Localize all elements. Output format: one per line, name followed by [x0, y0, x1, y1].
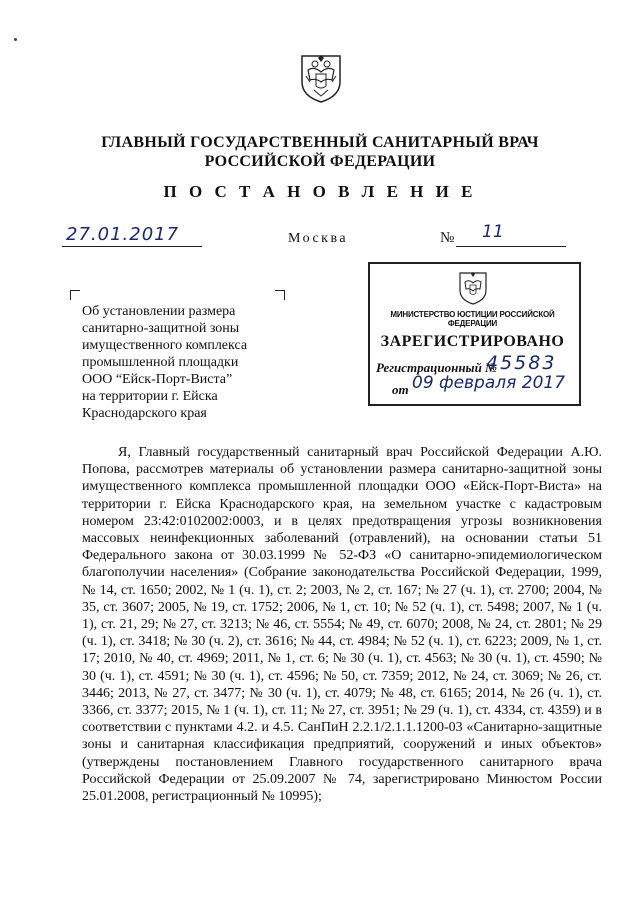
subject-line: промышленной площадки — [82, 355, 239, 370]
subject-corner-right — [275, 290, 285, 300]
coat-of-arms-emblem — [296, 52, 346, 104]
stamp-reg-number: 45583 — [486, 352, 557, 374]
subject-corner-left — [70, 290, 80, 300]
issuer-title-line1: ГЛАВНЫЙ ГОСУДАРСТВЕННЫЙ САНИТАРНЫЙ ВРАЧ — [101, 134, 539, 151]
decree-number: 11 — [482, 222, 504, 242]
subject-line: санитарно-защитной зоны — [82, 321, 240, 336]
number-underline — [456, 246, 566, 247]
subject-block — [82, 303, 247, 422]
document-type-title: П О С Т А Н О В Л Е Н И Е — [163, 182, 477, 201]
subject-line: на территории г. Ейска — [82, 389, 218, 404]
date-underline — [62, 246, 202, 247]
body-paragraph: Я, Главный государственный санитарный врач Российской Федерации А.Ю. Попова, рассмотрев материалы об установлении размера санитарно-защитной зоны имущественного комплекса промышленной площадки ООО «Ейск-Порт-Виста» на территории г. Ейска Краснодарского края, на земельном участке с кадастровым номером 23:42:0102002:0003, и в целях предотвращения угрозы возникновения массовых неинфекционных заболеваний (отравлений), на основании статьи 51 Федерального закона от 30.03.1999 № 52-ФЗ «О санитарно-эпидемиологическом благополучии населения» (Собрание законодательства Российской Федерации, 1999, № 14, ст. 1650; 2002, № 1 (ч. 1), ст. 2; 2003, № 2, ст. 167; № 27 (ч. 1), ст. 2700; 2004, № 35, ст. 3607; 2005, № 19, ст. 1752; 2006, № 1, ст. 10; № 52 (ч. 1), ст. 5498; 2007, № 1 (ч. 1), ст. 21, 29; № 27, ст. 3213; № 46, ст. 5554; № 49, ст. 6070; 2008, № 24, ст. 2801; № 29 (ч. 1), ст. 3418; № 30 (ч. 2), ст. 3616; № 44, ст. 4984; № 52 (ч. 1), ст. 6223; 2009, № 1, ст. 17; 2010, № 40, ст. 4969; 2011, № 1, ст. 6; № 30 (ч. 1), ст. 4563; № 30 (ч. 1), ст. 4590; № 30 (ч. 1), ст. 4591; № 30 (ч. 1), ст. 4596; № 50, ст. 7359; 2012, № 24, ст. 3069; № 26, ст. 3446; 2013, № 27, ст. 3477; № 30 (ч. 1), ст. 4079; № 48, ст. 6165; 2014, № 26 (ч. 1), ст. 3366, ст. 3377; 2015, № 1 (ч. 1), ст. 11; № 27, ст. 3951; № 29 (ч. 1), ст. 4334, ст. 4359) и в соответствии с пунктами 4.2. и 4.5. СанПиН 2.2.1/2.1.1.1200-03 «Санитарно-защитные зоны и санитарная классификация предприятий, сооружений и иных объектов» (утверждены постановлением Главного государственного санитарного врача Российской Федерации от 25.09.2007 № 74, зарегистрировано Минюстом России 25.01.2008, регистрационный № 10995); — [82, 445, 602, 805]
stamp-registered: ЗАРЕГИСТРИРОВАНО — [380, 333, 565, 350]
decree-number-label: № — [440, 230, 455, 246]
stamp-reg-number-label: Регистрационный № — [376, 360, 497, 375]
stamp-from-label: от — [392, 382, 409, 397]
subject-line: ООО “Ейск-Порт-Виста” — [82, 372, 233, 387]
stamp-ministry: МИНИСТЕРСТВО ЮСТИЦИИ РОССИЙСКОЙ ФЕДЕРАЦИИ — [390, 310, 555, 328]
issuer-title-line2: РОССИЙСКОЙ ФЕДЕРАЦИИ — [204, 153, 436, 170]
stamp-emblem-icon — [456, 270, 490, 306]
stamp-reg-date: 09 февраля 2017 — [412, 373, 566, 393]
decree-date: 27.01.2017 — [66, 224, 180, 245]
city: Москва — [288, 231, 349, 246]
subject-line: Об установлении размера — [82, 304, 236, 319]
subject-line: имущественного комплекса — [82, 338, 248, 353]
subject-line: Краснодарского края — [82, 406, 207, 421]
scan-speck — [14, 38, 17, 41]
